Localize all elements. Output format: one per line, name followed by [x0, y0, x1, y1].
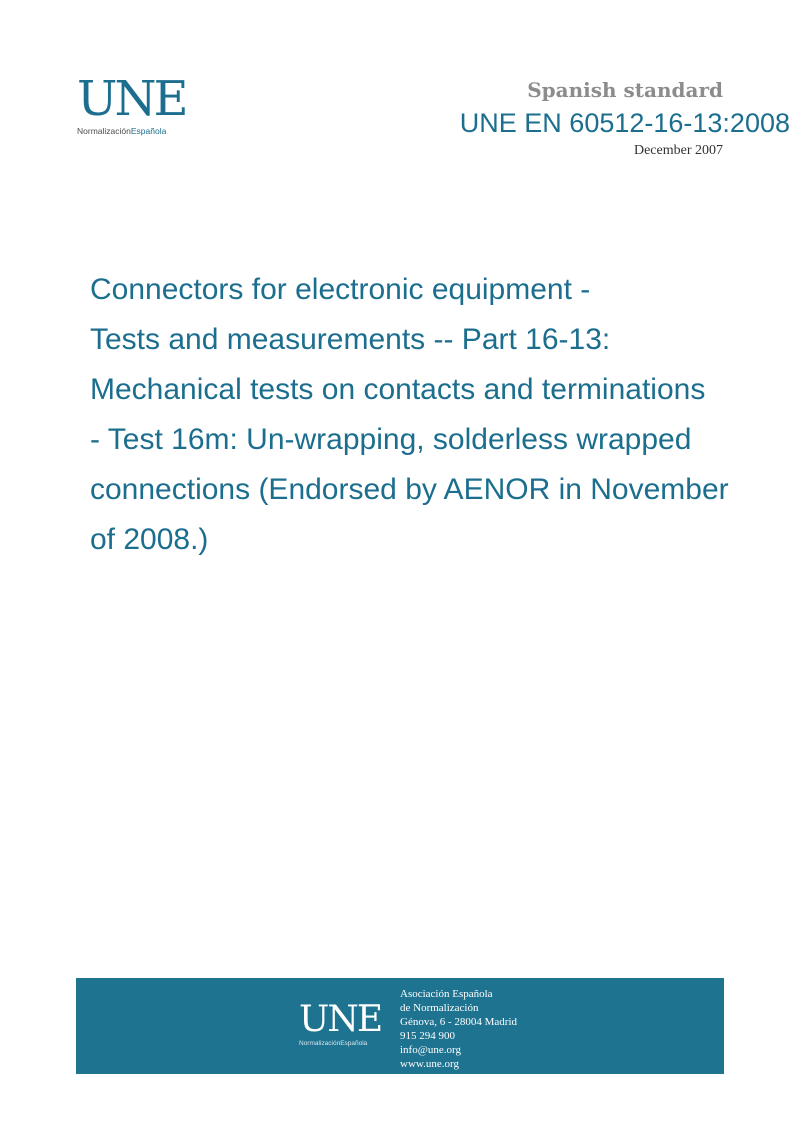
footer-logo	[299, 999, 382, 1047]
footer-logo-subtitle-b: Española	[340, 1040, 368, 1047]
title-line: Tests and measurements -- Part 16-13:	[90, 323, 611, 356]
footer-logo-subtitle-a: Normalización	[299, 1040, 341, 1047]
logo-subtitle	[77, 126, 197, 136]
footer-website[interactable]: www.une.org	[400, 1058, 459, 1070]
logo-subtitle-a: Normalización	[77, 126, 131, 136]
footer-address: Génova, 6 - 28004 Madrid	[400, 1016, 518, 1028]
standard-number: UNE EN 60512-16-13:2008	[459, 108, 790, 138]
footer-contact	[400, 987, 517, 1071]
footer-logo-wordmark: UNE	[299, 999, 382, 1040]
document-title	[90, 265, 790, 565]
title-line: Mechanical tests on contacts and terminations	[90, 373, 706, 406]
footer-org-name: Asociación Española	[400, 988, 493, 1000]
title-line: connections (Endorsed by AENOR in November	[90, 473, 729, 506]
title-line: Connectors for electronic equipment -	[90, 273, 591, 306]
footer-email[interactable]: info@une.org	[400, 1044, 461, 1056]
footer-phone: 915 294 900	[400, 1030, 455, 1042]
logo-wordmark: UNE	[77, 71, 186, 127]
une-logo	[77, 71, 197, 136]
logo-subtitle-b: Española	[130, 126, 167, 136]
standard-date: December 2007	[633, 143, 723, 158]
footer-org-name-2: de Normalización	[400, 1002, 479, 1014]
footer-logo-subtitle	[299, 1040, 381, 1047]
standard-label: Spanish standard	[527, 78, 723, 102]
title-line: of 2008.)	[90, 523, 209, 556]
title-line: - Test 16m: Un-wrapping, solderless wrapped	[90, 423, 692, 456]
footer-banner	[76, 978, 724, 1074]
